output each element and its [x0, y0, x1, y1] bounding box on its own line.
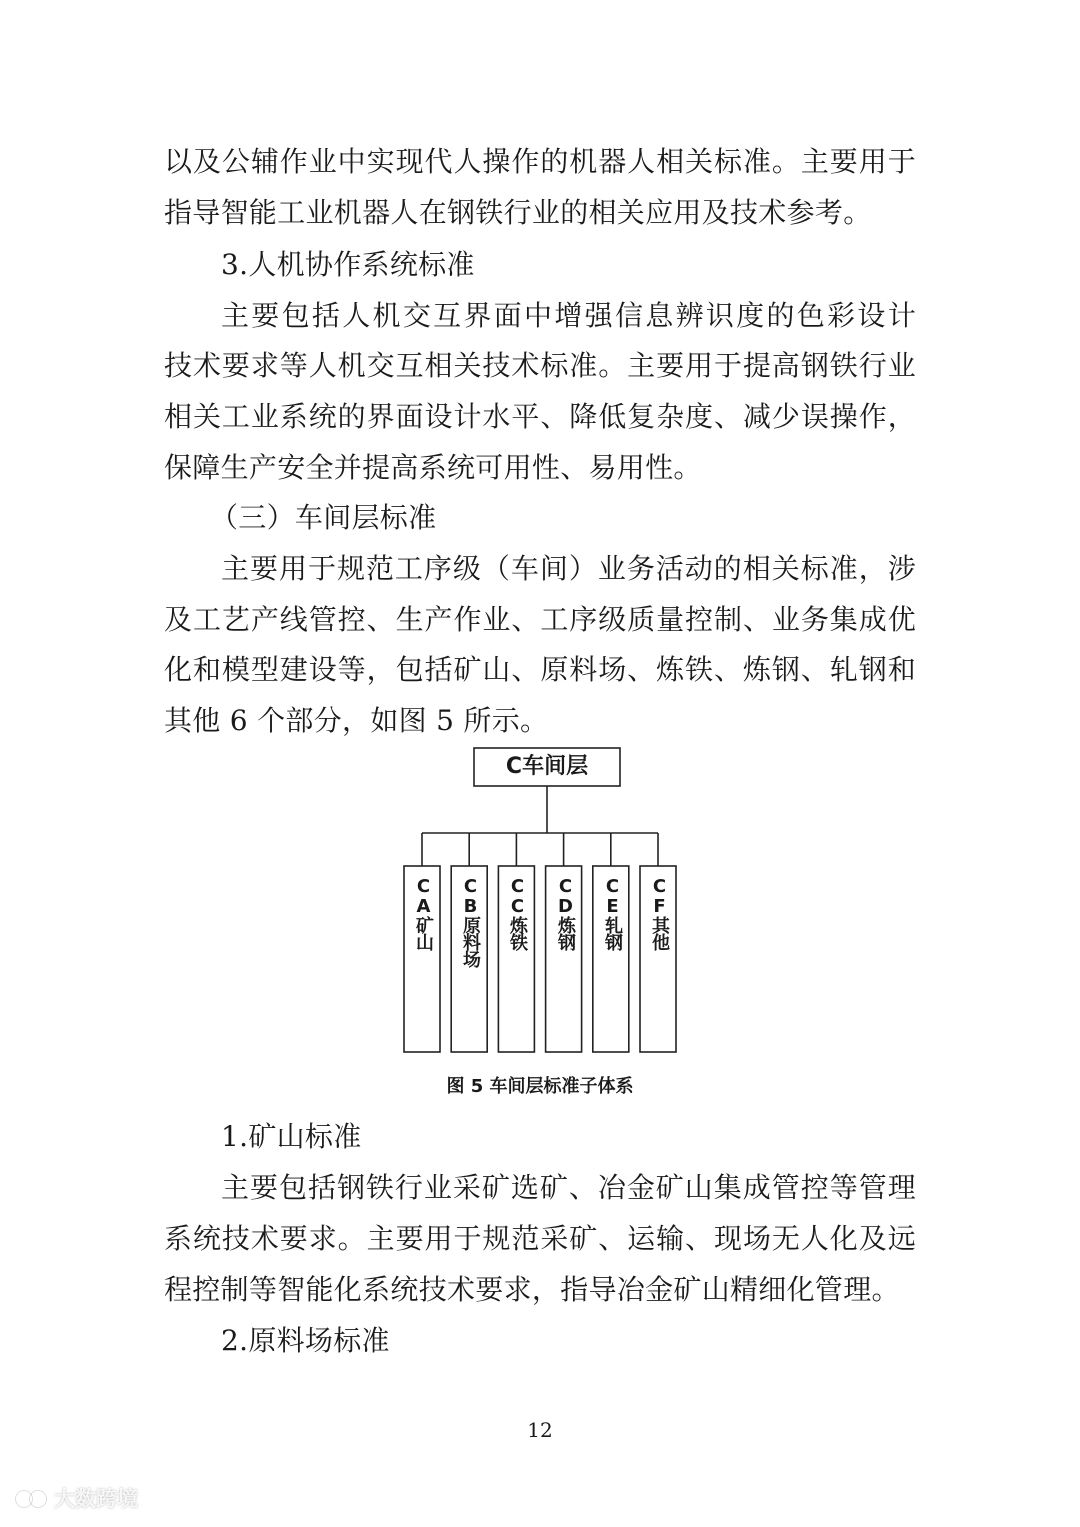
paragraph-line: 系统技术要求。主要用于规范采矿、运输、现场无人化及远 — [164, 1222, 916, 1255]
leaf-node-label: CC炼铁 — [507, 876, 528, 950]
paragraph-line: 指导智能工业机器人在钢铁行业的相关应用及技术参考。 — [164, 196, 872, 229]
section-heading-hmi: 3.人机协作系统标准 — [221, 248, 475, 281]
leaf-node-label: CB原料场 — [460, 876, 481, 967]
section-heading-workshop: （三）车间层标准 — [210, 501, 437, 534]
workshop-standard-diagram — [400, 740, 690, 1070]
section-heading-mine: 1.矿山标准 — [221, 1120, 362, 1153]
leaf-node-label: CE轧钢 — [602, 876, 623, 950]
watermark-logo-icon — [14, 1489, 50, 1509]
figure-caption: 图 5 车间层标准子体系 — [446, 1076, 634, 1097]
paragraph-line: 化和模型建设等，包括矿山、原料场、炼铁、炼钢、轧钢和 — [164, 653, 916, 686]
watermark — [14, 1482, 204, 1516]
section-heading-raw-material-yard: 2.原料场标准 — [221, 1324, 390, 1357]
diagram-lines — [400, 740, 690, 1070]
paragraph-line: 程控制等智能化系统技术要求，指导冶金矿山精细化管理。 — [164, 1273, 900, 1306]
leaf-node-label: CD炼钢 — [555, 876, 576, 950]
root-node-label: C车间层 — [505, 754, 589, 779]
paragraph-line: 相关工业系统的界面设计水平、降低复杂度、减少误操作， — [164, 400, 916, 433]
paragraph-line: 主要包括钢铁行业采矿选矿、冶金矿山集成管控等管理 — [221, 1171, 916, 1204]
leaf-node-label: CF其他 — [649, 876, 670, 950]
paragraph-line: 其他 6 个部分，如图 5 所示。 — [164, 704, 549, 737]
paragraph-line: 以及公辅作业中实现代人操作的机器人相关标准。主要用于 — [164, 145, 916, 178]
page-number: 12 — [527, 1418, 553, 1442]
paragraph-line: 技术要求等人机交互相关技术标准。主要用于提高钢铁行业 — [164, 349, 916, 382]
paragraph-line: 主要用于规范工序级（车间）业务活动的相关标准，涉 — [221, 552, 916, 585]
paragraph-line: 及工艺产线管控、生产作业、工序级质量控制、业务集成优 — [164, 603, 916, 636]
paragraph-line: 保障生产安全并提高系统可用性、易用性。 — [164, 451, 702, 484]
leaf-node-label: CA矿山 — [413, 876, 434, 950]
watermark-text: 大数跨境 — [54, 1487, 138, 1511]
paragraph-line: 主要包括人机交互界面中增强信息辨识度的色彩设计 — [221, 299, 916, 332]
